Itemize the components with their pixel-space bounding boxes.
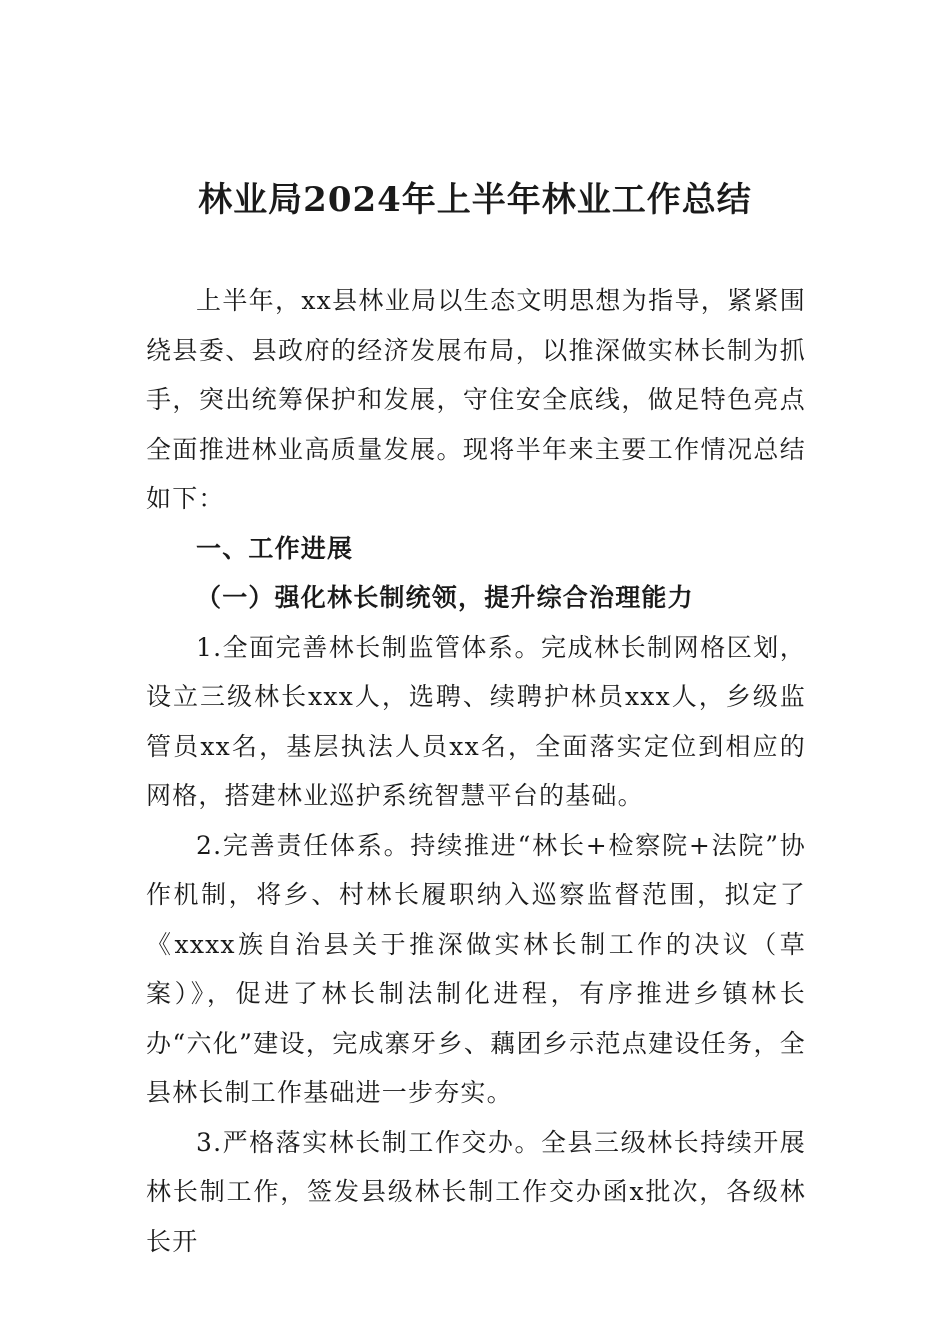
item-paragraph-3: 3.严格落实林长制工作交办。全县三级林长持续开展林长制工作，签发县级林长制工作交办函x批次，各级林长开 xyxy=(146,1127,806,1256)
subsection-heading-1: （一）强化林长制统领，提升综合治理能力 xyxy=(196,583,694,612)
section-heading-1: 一、工作进展 xyxy=(196,533,354,563)
document-body xyxy=(146,276,806,1266)
document-title: 林业局2024年上半年林业工作总结 xyxy=(198,180,752,220)
intro-paragraph: 上半年，xx县林业局以生态文明思想为指导，紧紧围绕县委、县政府的经济发展布局，以推深做实林长制为抓手，突出统筹保护和发展，守住安全底线，做足特色亮点全面推进林业高质量发展。现将半年来主要工作情况总结如下： xyxy=(146,286,806,513)
item-paragraph-2: 2.完善责任体系。持续推进“林长+检察院+法院”协作机制，将乡、村林长履职纳入巡察监督范围，拟定了《xxxx族自治县关于推深做实林长制工作的决议（草案）》，促进了林长制法制化进程，有序推进乡镇林长办“六化”建设，完成寨牙乡、藕团乡示范点建设任务，全县林长制工作基础进一步夯实。 xyxy=(146,830,806,1107)
item-paragraph-1: 1.全面完善林长制监管体系。完成林长制网格区划，设立三级林长xxx人，选聘、续聘护林员xxx人，乡级监管员xx名，基层执法人员xx名，全面落实定位到相应的网格，搭建林业巡护系统智慧平台的基础。 xyxy=(146,632,806,810)
